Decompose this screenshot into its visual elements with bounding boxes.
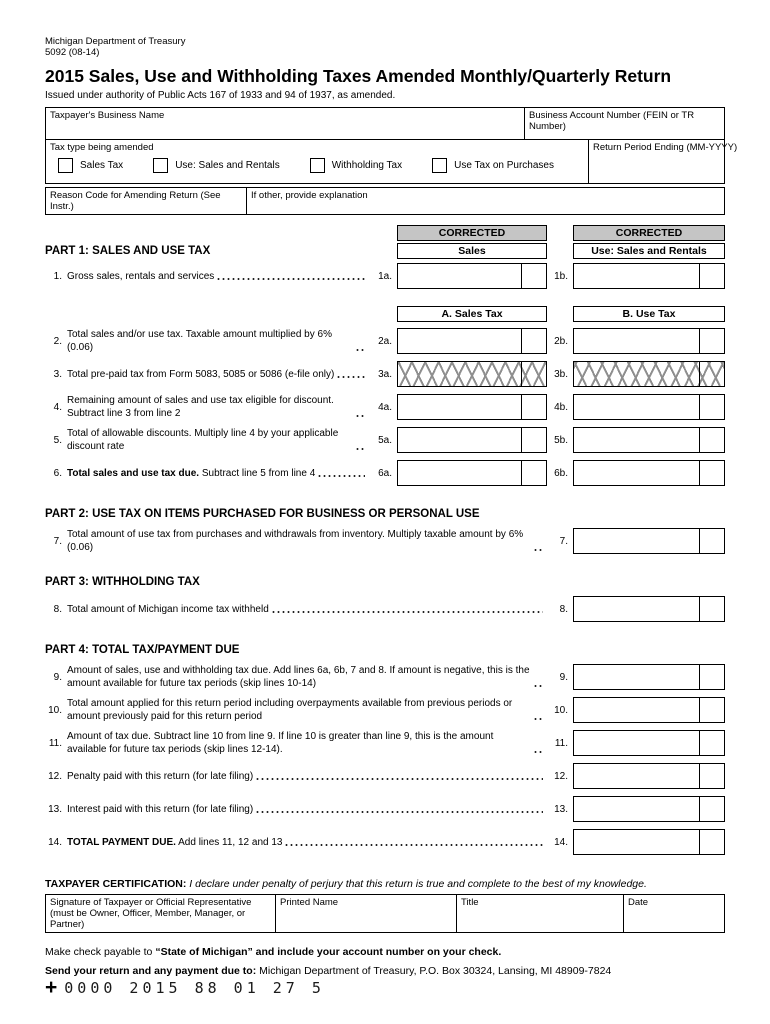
line-label-5b: 5b. <box>554 434 568 446</box>
line-text: Remaining amount of sales and use tax eligible for discount. Subtract line 3 from line 2 <box>67 394 369 420</box>
info-row-2 <box>46 139 738 183</box>
authority-line: Issued under authority of Public Acts 167 of 1933 and 94 of 1937, as amended. <box>45 90 396 101</box>
line-label-7: 7. <box>559 535 568 547</box>
checkbox-label: Sales Tax <box>80 160 124 171</box>
checkbox-label: Use Tax on Purchases <box>454 160 554 171</box>
line-number: 13. <box>48 803 62 815</box>
line-text: Total amount of Michigan income tax withheld <box>67 603 547 616</box>
info-row-1 <box>46 108 724 139</box>
line-number: 14. <box>48 836 62 848</box>
tax-line-3 <box>45 361 725 387</box>
line-label-13: 13. <box>554 803 568 815</box>
ab-header-row <box>45 306 725 322</box>
line-label-8: 8. <box>559 603 568 615</box>
amount-box-6a[interactable] <box>397 460 547 486</box>
line-label-3b: 3b. <box>554 368 568 380</box>
line-text: TOTAL PAYMENT DUE. Add lines 11, 12 and 13 <box>67 836 547 849</box>
document-header <box>45 36 725 107</box>
line-text: Penalty paid with this return (for late filing) <box>67 770 547 783</box>
return-period-label: Return Period Ending (MM-YYYY) <box>593 142 738 153</box>
line-label-1b: 1b. <box>554 270 568 282</box>
dot-leader <box>533 750 543 754</box>
printed-name-label: Printed Name <box>280 897 339 908</box>
part3-title: PART 3: WITHHOLDING TAX <box>45 576 200 588</box>
line-text: Gross sales, rentals and services <box>67 270 369 283</box>
amount-box-5a[interactable] <box>397 427 547 453</box>
line-label-11: 11. <box>554 737 568 749</box>
line-text: Amount of tax due. Subtract line 10 from line 9. If line 10 is greater than line 9, this is the amount available for future tax periods (skip lines 12-14). <box>67 730 547 756</box>
check-instruction: Make check payable to “State of Michigan” and include your account number on your check. <box>45 946 502 958</box>
dot-leader <box>216 277 365 281</box>
use-tax-purchases-checkbox[interactable] <box>432 158 447 173</box>
signature-field[interactable] <box>46 895 275 932</box>
tax-line-13 <box>45 796 725 822</box>
use-column-header: Use: Sales and Rentals <box>573 243 725 259</box>
line-number: 8. <box>53 603 62 615</box>
business-name-label: Taxpayer's Business Name <box>50 110 165 121</box>
line-number: 7. <box>53 535 62 547</box>
tax-line-11 <box>45 730 725 756</box>
line-label-14: 14. <box>554 836 568 848</box>
signature-table <box>45 894 725 933</box>
tax-line-4 <box>45 394 725 420</box>
tax-line-10 <box>45 697 725 723</box>
use-tax-purchases-option <box>432 158 554 173</box>
amount-box-8[interactable] <box>573 596 725 622</box>
line-number: 1. <box>53 270 62 282</box>
certification-line <box>45 878 725 890</box>
dot-leader <box>255 810 543 814</box>
tax-type-label: Tax type being amended <box>50 142 154 153</box>
line-text: Total pre-paid tax from Form 5083, 5085 or 5086 (e-file only) <box>67 368 369 381</box>
sales-tax-checkbox[interactable] <box>58 158 73 173</box>
line-text: Interest paid with this return (for late filing) <box>67 803 547 816</box>
dot-leader <box>255 777 543 781</box>
amount-box-1b[interactable] <box>573 263 725 289</box>
amount-box-14[interactable] <box>573 829 725 855</box>
sales-column-header: Sales <box>397 243 547 259</box>
reason-code-field[interactable] <box>46 188 246 214</box>
tax-line-5 <box>45 427 725 453</box>
amount-box-3a-blocked <box>397 361 547 387</box>
corrected-header-sales: CORRECTED <box>397 225 547 241</box>
line-text: Total amount applied for this return period including overpayments available from previous periods or amount previously paid for this return period <box>67 697 547 723</box>
printed-name-field[interactable] <box>275 895 456 932</box>
line-label-6a: 6a. <box>378 467 392 479</box>
taxpayer-info-table <box>45 107 738 184</box>
tax-type-checkboxes <box>50 158 584 173</box>
other-explanation-field[interactable] <box>246 188 724 214</box>
title-label: Title <box>461 897 479 908</box>
use-sales-rentals-checkbox[interactable] <box>153 158 168 173</box>
tax-line-12 <box>45 763 725 789</box>
line-label-9: 9. <box>559 671 568 683</box>
tax-line-8 <box>45 596 725 622</box>
scanline-digits: 0000 2015 88 01 27 5 <box>64 978 325 997</box>
line-label-4b: 4b. <box>554 401 568 413</box>
line-number: 4. <box>53 401 62 413</box>
form-title: 2015 Sales, Use and Withholding Taxes Amended Monthly/Quarterly Return <box>45 66 672 86</box>
tax-line-1 <box>45 263 725 289</box>
line-label-5a: 5a. <box>378 434 392 446</box>
line-number: 5. <box>53 434 62 446</box>
amount-box-11[interactable] <box>573 730 725 756</box>
sales-tax-option <box>58 158 123 173</box>
line-number: 3. <box>53 368 62 380</box>
amount-box-12[interactable] <box>573 763 725 789</box>
part1-title: PART 1: SALES AND USE TAX <box>45 245 211 257</box>
dot-leader <box>284 843 543 847</box>
dot-leader <box>533 548 543 552</box>
line-number: 10. <box>48 704 62 716</box>
dot-leader <box>533 717 543 721</box>
line-number: 6. <box>53 467 62 479</box>
checkbox-label: Use: Sales and Rentals <box>175 160 280 171</box>
agency-name: Michigan Department of Treasury <box>45 36 186 47</box>
line-label-10: 10. <box>554 704 568 716</box>
part4-title: PART 4: TOTAL TAX/PAYMENT DUE <box>45 644 240 656</box>
amount-box-9[interactable] <box>573 664 725 690</box>
reason-code-label: Reason Code for Amending Return (See Instr.) <box>50 190 221 212</box>
amount-box-4b[interactable] <box>573 394 725 420</box>
reason-code-table <box>45 187 725 215</box>
use-sales-rentals-option <box>153 158 280 173</box>
line-label-2a: 2a. <box>378 335 392 347</box>
tax-line-14 <box>45 829 725 855</box>
use-tax-column-header: B. Use Tax <box>573 306 725 322</box>
business-name-field[interactable] <box>46 108 524 139</box>
amount-box-2a[interactable] <box>397 328 547 354</box>
title-field[interactable] <box>456 895 623 932</box>
column-header-row <box>45 243 725 259</box>
checkbox-label: Withholding Tax <box>331 160 403 171</box>
line-number: 2. <box>53 335 62 347</box>
line-number: 11. <box>48 737 62 749</box>
tax-line-9 <box>45 664 725 690</box>
line-label-6b: 6b. <box>554 467 568 479</box>
plus-mark: + <box>45 976 58 999</box>
tax-type-section <box>46 140 588 183</box>
dot-leader <box>355 348 365 352</box>
line-label-1a: 1a. <box>378 270 392 282</box>
line-text: Total sales and use tax due. Subtract line 5 from line 4 <box>67 467 369 480</box>
dot-leader <box>533 684 543 688</box>
corrected-header-use: CORRECTED <box>573 225 725 241</box>
line-label-3a: 3a. <box>378 368 392 380</box>
amount-box-4a[interactable] <box>397 394 547 420</box>
account-number-label: Business Account Number (FEIN or TR Number) <box>529 110 695 132</box>
line-text: Total of allowable discounts. Multiply line 4 by your applicable discount rate <box>67 427 369 453</box>
dot-leader <box>317 474 365 478</box>
date-label: Date <box>628 897 649 908</box>
corrected-header-row <box>45 225 725 241</box>
scanline <box>45 977 725 998</box>
amount-box-2b[interactable] <box>573 328 725 354</box>
amount-box-10[interactable] <box>573 697 725 723</box>
dot-leader <box>355 414 365 418</box>
amount-box-6b[interactable] <box>573 460 725 486</box>
line-number: 9. <box>53 671 62 683</box>
line-text: Amount of sales, use and withholding tax due. Add lines 6a, 6b, 7 and 8. If amount is negative, this is the amount available for future tax periods (skip lines 10-14) <box>67 664 547 690</box>
amount-box-7[interactable] <box>573 528 725 554</box>
account-number-field[interactable] <box>524 108 724 139</box>
date-field[interactable] <box>623 895 724 932</box>
line-label-12: 12. <box>554 770 568 782</box>
amount-box-1a[interactable] <box>397 263 547 289</box>
mailing-instruction: Send your return and any payment due to: Michigan Department of Treasury, P.O. Box 30324, Lansing, MI 48909-7824 <box>45 965 612 977</box>
signature-label: Signature of Taxpayer or Official Representative (must be Owner, Officer, Member, Manager, or Partner) <box>50 897 252 930</box>
tax-line-7 <box>45 528 725 554</box>
amount-box-3b-blocked <box>573 361 725 387</box>
dot-leader <box>271 610 543 614</box>
line-label-2b: 2b. <box>554 335 568 347</box>
part2-title: PART 2: USE TAX ON ITEMS PURCHASED FOR BUSINESS OR PERSONAL USE <box>45 508 480 520</box>
line-label-4a: 4a. <box>378 401 392 413</box>
dot-leader <box>336 375 365 379</box>
certification-heading: TAXPAYER CERTIFICATION: <box>45 878 187 890</box>
amount-box-13[interactable] <box>573 796 725 822</box>
dot-leader <box>355 447 365 451</box>
info-row-3 <box>46 188 724 214</box>
withholding-tax-checkbox[interactable] <box>310 158 325 173</box>
tax-line-2 <box>45 328 725 354</box>
amount-box-5b[interactable] <box>573 427 725 453</box>
withholding-tax-option <box>310 158 402 173</box>
other-explanation-label: If other, provide explanation <box>251 190 368 201</box>
return-period-field[interactable] <box>588 140 770 183</box>
line-text: Total sales and/or use tax. Taxable amount multiplied by 6% (0.06) <box>67 328 369 354</box>
certification-text: I declare under penalty of perjury that this return is true and complete to the best of my knowledge. <box>186 878 647 890</box>
tax-line-6 <box>45 460 725 486</box>
line-number: 12. <box>48 770 62 782</box>
sales-tax-column-header: A. Sales Tax <box>397 306 547 322</box>
form-number: 5092 (08-14) <box>45 47 100 58</box>
line-text: Total amount of use tax from purchases and withdrawals from inventory. Multiply taxable amount by 6% (0.06) <box>67 528 547 554</box>
